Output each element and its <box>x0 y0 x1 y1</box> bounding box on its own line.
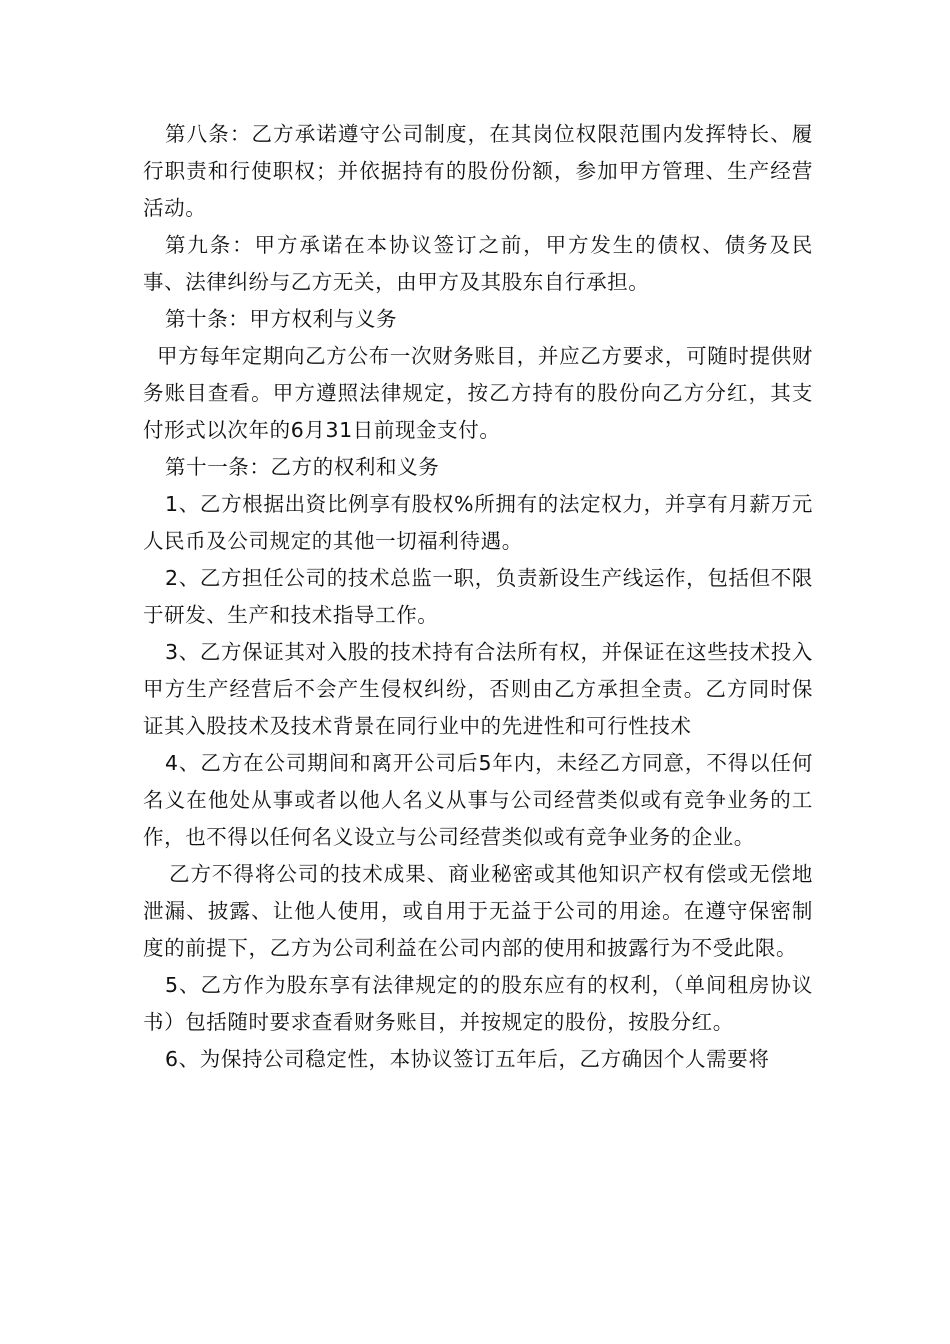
article-10-heading: 第十条：甲方权利与义务 <box>165 307 398 331</box>
article-11-item-2: 2、乙方担任公司的技术总监一职，负责新设生产线运作，包括但不限于研发、生产和技术指导工作。 <box>143 566 813 627</box>
article-11-item-1: 1、乙方根据出资比例享有股权%所拥有的法定权力，并享有月薪万元人民币及公司规定的其他一切福利待遇。 <box>143 492 813 553</box>
article-8-paragraph: 第八条：乙方承诺遵守公司制度，在其岗位权限范围内发挥特长、履行职责和行使职权；并依据持有的股份份额，参加甲方管理、生产经营活动。 <box>143 122 813 220</box>
article-10-body: 甲方每年定期向乙方公布一次财务账目，并应乙方要求，可随时提供财务账目查看。甲方遵照法律规定，按乙方持有的股份向乙方分红，其支付形式以次年的6月31日前现金支付。 <box>143 344 813 442</box>
article-11-item-6: 6、为保持公司稳定性，本协议签订五年后，乙方确因个人需要将 <box>165 1047 770 1071</box>
article-11-item-4: 4、乙方在公司期间和离开公司后5年内，未经乙方同意，不得以任何名义在他处从事或者以他人名义从事与公司经营类似或有竞争业务的工作，也不得以任何名义设立与公司经营类似或有竞争业务的企业。 <box>143 751 813 849</box>
article-11-heading: 第十一条：乙方的权利和义务 <box>165 455 440 479</box>
article-11-item-3: 3、乙方保证其对入股的技术持有合法所有权，并保证在这些技术投入甲方生产经营后不会产生侵权纠纷，否则由乙方承担全责。乙方同时保证其入股技术及技术背景在同行业中的先进性和可行性技术 <box>143 640 813 738</box>
article-9-paragraph: 第九条：甲方承诺在本协议签订之前，甲方发生的债权、债务及民事、法律纠纷与乙方无关，由甲方及其股东自行承担。 <box>143 233 813 294</box>
article-11-item-5: 5、乙方作为股东享有法律规定的的股东应有的权利，（单间租房协议书）包括随时要求查看财务账目，并按规定的股份，按股分红。 <box>143 973 813 1034</box>
document-body <box>143 116 813 1078</box>
confidentiality-paragraph: 乙方不得将公司的技术成果、商业秘密或其他知识产权有偿或无偿地泄漏、披露、让他人使用，或自用于无益于公司的用途。在遵守保密制度的前提下，乙方为公司利益在公司内部的使用和披露行为不受此限。 <box>143 862 813 960</box>
